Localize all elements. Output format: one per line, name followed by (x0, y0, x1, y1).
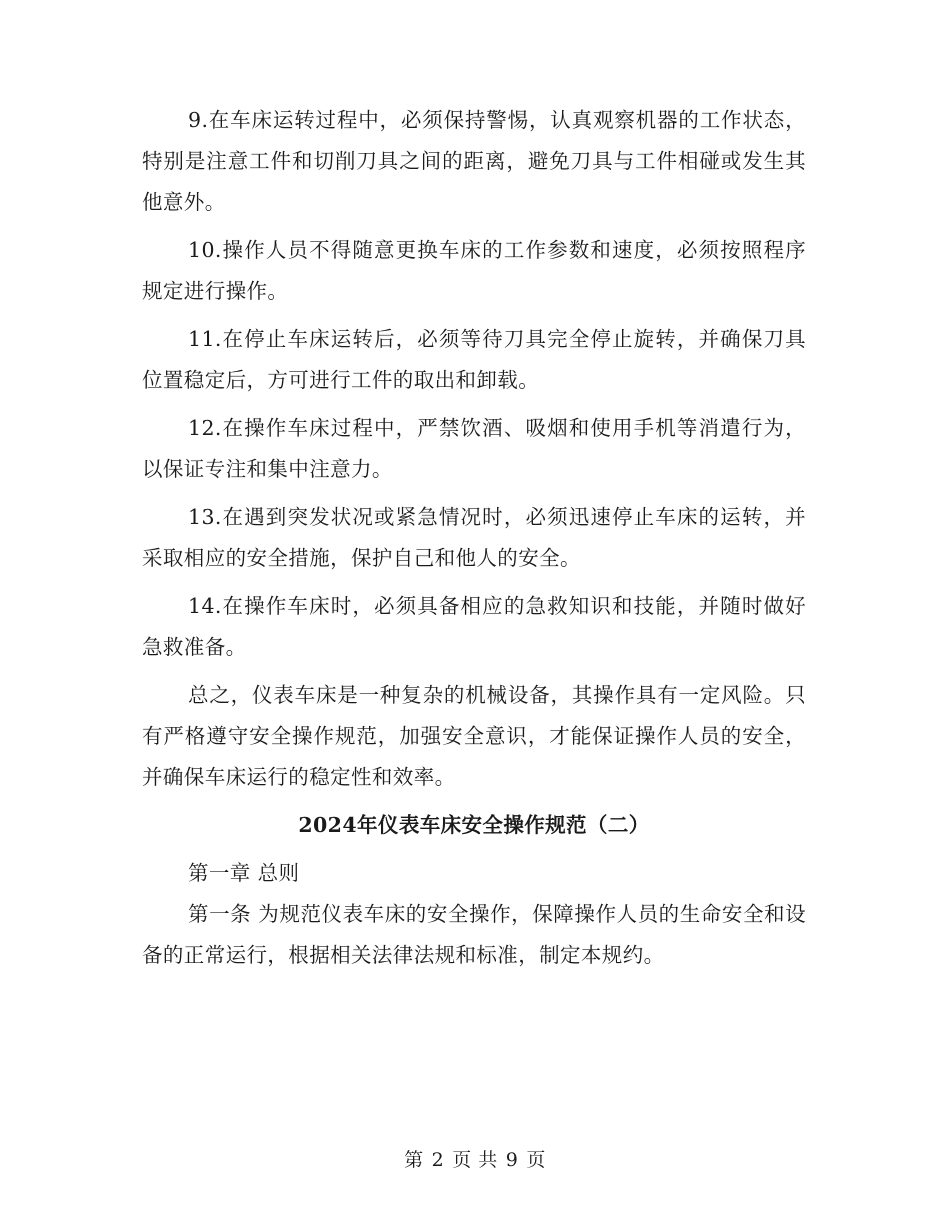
paragraph-item-14: 14.在操作车床时，必须具备相应的急救知识和技能，并随时做好急救准备。 (142, 594, 806, 659)
footer-prefix: 第 (404, 1149, 424, 1171)
footer-total-pages: 9 (505, 1149, 519, 1171)
paragraph-item-11: 11.在停止车床运转后，必须等待刀具完全停止旋转，并确保刀具位置稳定后，方可进行工件的取出和卸载。 (142, 327, 806, 392)
footer-page-number: 2 (431, 1149, 445, 1171)
page-footer (0, 1146, 950, 1174)
section-title: 2024年仪表车床安全操作规范（二） (298, 813, 650, 837)
footer-middle: 页 共 (452, 1149, 498, 1171)
article-1: 第一条 为规范仪表车床的安全操作，保障操作人员的生命安全和设备的正常运行，根据相关法律法规和标准，制定本规约。 (142, 902, 806, 967)
paragraph-item-10: 10.操作人员不得随意更换车床的工作参数和速度，必须按照程序规定进行操作。 (142, 238, 806, 303)
footer-suffix: 页 (526, 1149, 546, 1171)
page-content (142, 100, 806, 976)
chapter-heading: 第一章 总则 (188, 861, 300, 885)
paragraph-item-12: 12.在操作车床过程中，严禁饮酒、吸烟和使用手机等消遣行为，以保证专注和集中注意力。 (142, 416, 806, 481)
paragraph-item-13: 13.在遇到突发状况或紧急情况时，必须迅速停止车床的运转，并采取相应的安全措施，保护自己和他人的安全。 (142, 505, 806, 570)
paragraph-item-9: 9.在车床运转过程中，必须保持警惕，认真观察机器的工作状态，特别是注意工件和切削刀具之间的距离，避免刀具与工件相碰或发生其他意外。 (142, 108, 806, 214)
paragraph-summary: 总之，仪表车床是一种复杂的机械设备，其操作具有一定风险。只有严格遵守安全操作规范，加强安全意识，才能保证操作人员的安全，并确保车床运行的稳定性和效率。 (142, 683, 806, 789)
